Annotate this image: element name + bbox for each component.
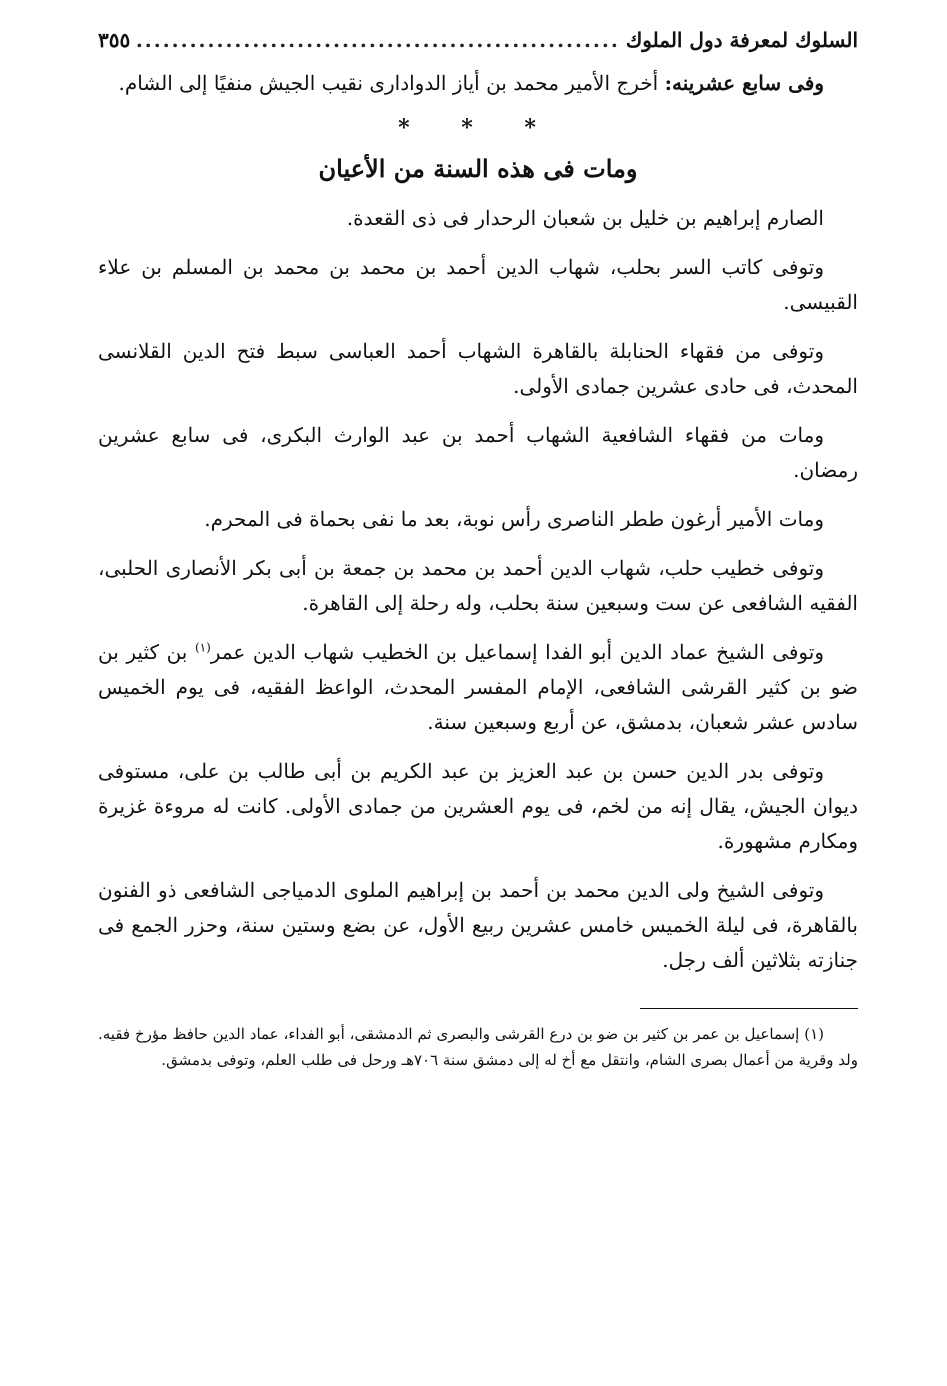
intro-text: أخرج الأمير محمد بن أياز الدوادارى نقيب الجيش منفيًا إلى الشام. xyxy=(118,71,665,95)
footnote-text: (١) إسماعيل بن عمر بن كثير بن ضو بن درع القرشى والبصرى ثم الدمشقى، أبو الفداء، عماد الدين حافظ مؤرخ فقيه. ولد وقرية من أعمال بصرى الشام، وانتقل مع أخ له إلى دمشق سنة ٧٠٦هـ ورحل فى طلب العلم، وتوفى بدمشق. xyxy=(98,1025,858,1069)
intro-lead: وفى سابع عشرينه: xyxy=(664,71,824,95)
document-page xyxy=(98,28,858,1073)
entry-paragraph: الصارم إبراهيم بن خليل بن شعبان الرحدار فى ذى القعدة. xyxy=(346,206,824,230)
section-heading: ومات فى هذه السنة من الأعيان xyxy=(318,154,638,183)
entry-paragraph: ومات الأمير أرغون ططر الناصرى رأس نوبة، بعد ما نفى بحماة فى المحرم. xyxy=(204,507,824,531)
entry-paragraph: وتوفى الشيخ ولى الدين محمد بن أحمد بن إبراهيم الملوى الدمياجى الشافعى ذو الفنون بالقاهرة، فى ليلة الخميس خامس عشرين ربيع الأول، عن بضع وستين سنة، وحزر الجمع فى جنازته بثلاثين ألف رجل. xyxy=(98,878,858,972)
footnote-reference[interactable]: (١) xyxy=(194,640,211,655)
footnote-rule xyxy=(640,1008,858,1009)
intro-paragraph xyxy=(98,66,858,101)
entry-paragraph: وتوفى كاتب السر بحلب، شهاب الدين أحمد بن محمد بن محمد بن المسلم بن علاء القبيسى. xyxy=(98,255,858,314)
entry-text: وتوفى الشيخ عماد الدين أبو الفدا إسماعيل بن الخطيب شهاب الدين عمر xyxy=(210,640,824,664)
book-title: السلوك لمعرفة دول الملوك xyxy=(625,28,858,52)
entry-paragraph: ومات من فقهاء الشافعية الشهاب أحمد بن عبد الوارث البكرى، فى سابع عشرين رمضان. xyxy=(98,423,858,482)
entry-paragraph-ibn-kathir xyxy=(98,635,858,740)
dot-leader xyxy=(136,28,620,52)
section-separator: * * * xyxy=(398,115,558,141)
running-header xyxy=(98,28,858,66)
footnote-section xyxy=(98,1021,858,1073)
entry-paragraph: وتوفى من فقهاء الحنابلة بالقاهرة الشهاب أحمد العباسى سبط فتح الدين القلانسى المحدث، فى حادى عشرين جمادى الأولى. xyxy=(98,339,858,398)
page-number: ٣٥٥ xyxy=(98,28,131,52)
entry-paragraph: وتوفى بدر الدين حسن بن عبد العزيز بن عبد الكريم بن أبى طالب بن على، مستوفى ديوان الجيش، يقال إنه من لخم، فى يوم العشرين من جمادى الأولى. كانت له مروءة غزيرة ومكارم مشهورة. xyxy=(98,759,858,853)
entry-paragraph: وتوفى خطيب حلب، شهاب الدين أحمد بن محمد بن جمعة بن أبى بكر الأنصارى الحلبى، الفقيه الشافعى عن ست وسبعين سنة بحلب، وله رحلة إلى القاهرة. xyxy=(98,556,858,615)
entry-text: بن كثير بن ضو بن كثير القرشى الشافعى، الإمام المفسر المحدث، الواعظ الفقيه، فى يوم الخميس سادس عشر شعبان، بدمشق، عن أربع وسبعين سنة. xyxy=(98,640,858,734)
